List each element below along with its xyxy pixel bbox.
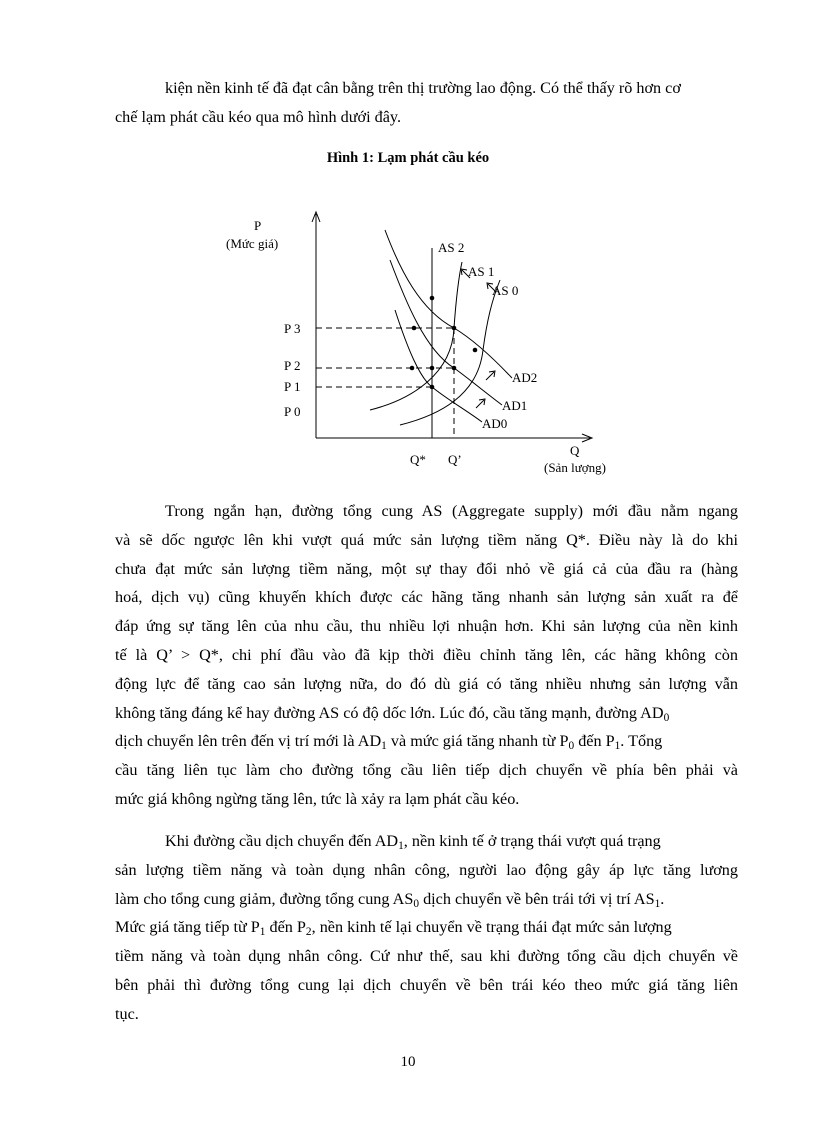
ad1-label: AD1 (502, 398, 528, 413)
p2-line: tục. (115, 1004, 139, 1023)
p1-line: mức giá không ngừng tăng lên, tức là xảy ra lạm phát cầu kéo. (115, 789, 520, 808)
eq-point (452, 366, 457, 371)
p2-line-text: làm cho tổng cung giảm, đường tổng cung AS (115, 889, 414, 908)
p1-line: chưa đạt mức sản lượng tiềm năng, một sự thay đổi nhỏ về giá cả của đầu ra (hàng (115, 559, 738, 578)
p1-sub: 1 (381, 740, 387, 753)
p2-line (115, 827, 738, 856)
intro-line-2: chế lạm phát cầu kéo qua mô hình dưới đây. (115, 107, 401, 126)
shift-arrow (476, 400, 484, 408)
p2-sub: 1 (259, 926, 266, 939)
ad2-label: AD2 (512, 370, 538, 385)
body-paragraph-1 (115, 497, 738, 814)
p1-line: đáp ứng sự tăng lên của nhu cầu, thu nhiều lợi nhuận hơn. Khi sản lượng của nền kinh (115, 617, 738, 636)
p2-sub: 1 (654, 897, 661, 910)
p1-line: Trong ngắn hạn, đường tổng cung AS (Aggregate supply) mới đầu nằm ngang (165, 502, 738, 520)
price-label-p0: P 0 (284, 404, 301, 419)
p1-line-text: đến P (574, 732, 615, 751)
x-axis-sublabel: (Sản lượng) (544, 460, 606, 475)
p1-sub: 0 (663, 711, 670, 724)
price-label-p2: P 2 (284, 358, 301, 373)
p1-line-text: dịch chuyển lên trên đến vị trí mới là AD (115, 732, 382, 751)
p1-sub: 0 (568, 740, 575, 753)
x-axis-label: Q (570, 443, 580, 458)
page-number: 10 (400, 1054, 416, 1070)
as0-curve (400, 280, 500, 425)
p2-sub: 0 (413, 897, 420, 910)
shift-arrow (486, 372, 494, 380)
p2-line: bên phải thì đường tổng cung lại dịch chuyển về bên trái kéo theo mức giá tăng liên (115, 975, 738, 994)
as1-curve (370, 262, 462, 410)
p1-line: hoá, dịch vụ) cũng khuyến khích được các hãng tăng nhanh sản lượng sản xuất ra để (115, 588, 738, 607)
eq-point (430, 366, 435, 371)
intro-line-1: kiện nền kinh tế đã đạt cân bằng trên thị trường lao động. Có thể thấy rõ hơn cơ (165, 79, 681, 97)
p2-line: tiềm năng và toàn dụng nhân công. Cứ như thế, sau khi đường tổng cầu dịch chuyển về (115, 947, 738, 966)
q-star-label: Q* (410, 452, 426, 467)
p1-line-text: và mức giá tăng nhanh từ P (386, 732, 569, 751)
p1-line-text: không tăng đáng kể hay đường AS có độ dốc lớn. Lúc đó, cầu tăng mạnh, đường AD (115, 703, 664, 722)
eq-point (412, 326, 417, 331)
as0-label: AS 0 (492, 283, 519, 298)
eq-point (452, 326, 457, 331)
intro-paragraph (115, 74, 738, 132)
p2-line-text: dịch chuyển về bên trái tới vị trí AS (419, 889, 655, 908)
p1-line: tế là Q’ > Q*, chi phí đầu vào đã kịp thời điều chỉnh tăng lên, các hãng không còn (115, 645, 738, 664)
p2-line-text: Mức giá tăng tiếp từ P (115, 918, 260, 937)
p2-line: sản lượng tiềm năng và toàn dụng nhân công, người lao động gây áp lực tăng lương (115, 860, 738, 879)
p2-sub: 1 (398, 839, 404, 852)
p1-line (115, 727, 738, 756)
price-label-p3: P 3 (284, 321, 301, 336)
p2-line (115, 913, 738, 942)
eq-point (430, 385, 435, 390)
p2-sub: 2 (305, 926, 312, 939)
p1-line (115, 699, 738, 728)
eq-point (473, 348, 478, 353)
body-paragraph-2 (115, 827, 738, 1029)
eq-point (430, 296, 435, 301)
as1-label: AS 1 (468, 264, 495, 279)
p2-line-text: Khi đường cầu dịch chuyển đến AD (165, 832, 399, 850)
eq-point (410, 366, 415, 371)
figure-caption: Hình 1: Lạm phát cầu kéo (326, 150, 490, 166)
p2-line-text: đến P (265, 918, 306, 937)
p1-line: và sẽ dốc ngược lên khi vượt quá mức sản lượng tiềm năng Q*. Điều này là do khi (115, 530, 738, 549)
p2-line-text: , nền kinh tế lại chuyển về trạng thái đạt mức sản lượng (311, 918, 672, 937)
p1-line-text: . Tổng (620, 732, 663, 751)
y-axis-sublabel: (Mức giá) (226, 236, 279, 251)
p1-line: động lực để tăng cao sản lượng nữa, do đó dù giá có tăng nhiều nhưng sản lượng vẫn (115, 674, 738, 693)
y-axis-label: P (254, 218, 262, 233)
p2-line (115, 885, 738, 914)
ad0-label: AD0 (482, 416, 508, 431)
p1-line: cầu tăng liên tục làm cho đường tổng cầu liên tiếp dịch chuyển về phía bên phải và (115, 761, 738, 780)
p1-sub: 1 (614, 740, 621, 753)
ad0-curve (395, 310, 482, 422)
p2-line-text: . (660, 889, 665, 908)
as2-label: AS 2 (438, 240, 465, 255)
price-label-p1: P 1 (284, 379, 301, 394)
figure-demand-pull-inflation (220, 200, 630, 485)
q-prime-label: Q’ (448, 452, 462, 467)
p2-line-text: , nền kinh tế ở trạng thái vượt quá trạng (403, 832, 661, 850)
